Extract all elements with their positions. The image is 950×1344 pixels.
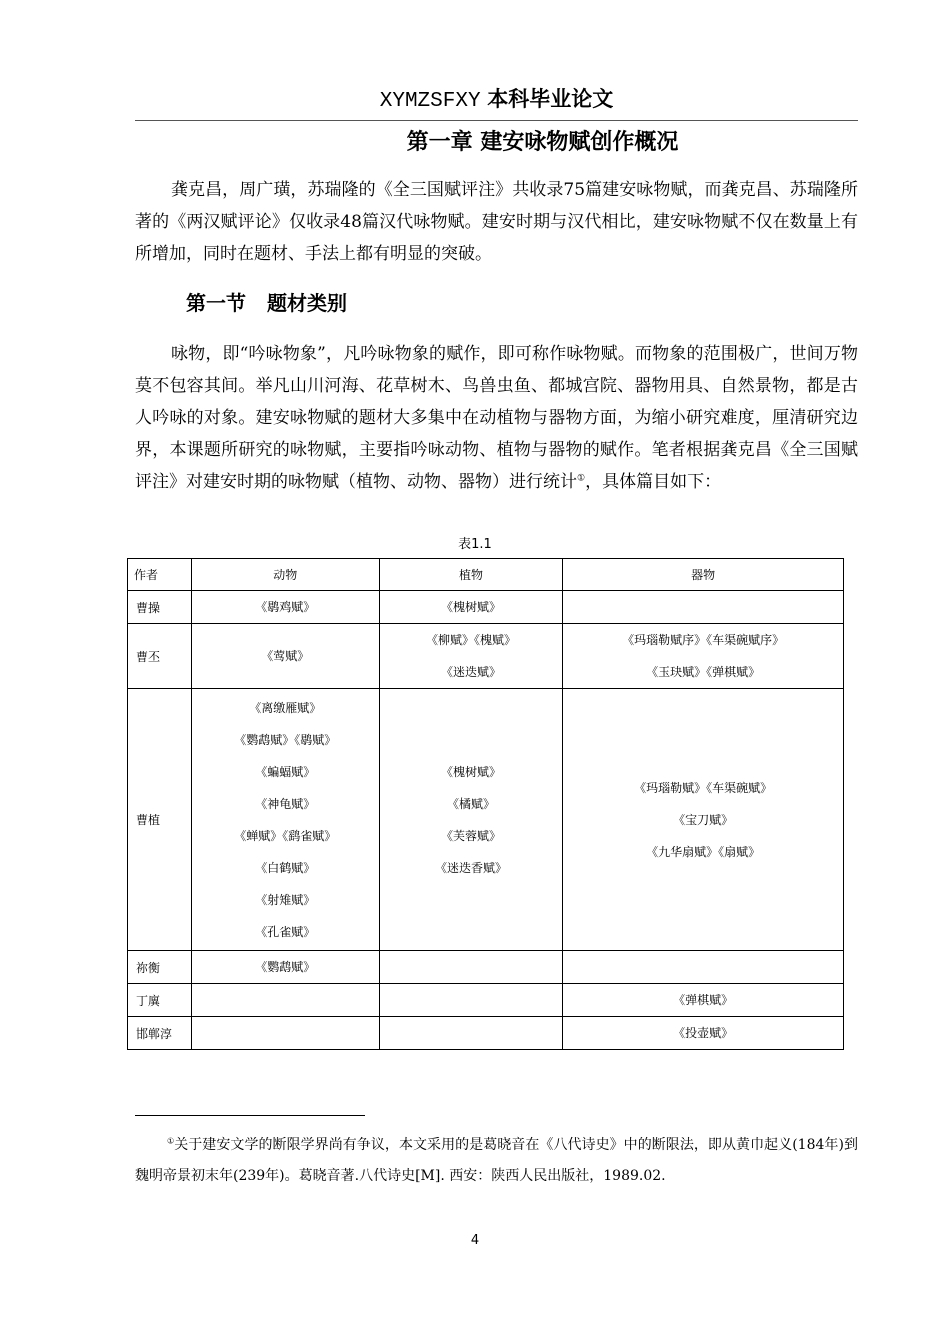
footnote-text: 关于建安文学的断限学界尚有争议，本文采用的是葛晓音在《八代诗史》中的断限法，即从黄巾起义(184年)到魏明帝景初末年(239年)。葛晓音著.八代诗史[M]. 西安：陕西人民出版社，1989.02. — [135, 1137, 858, 1184]
column-header-animals: 动物 — [191, 559, 379, 591]
section-paragraph — [135, 338, 858, 498]
work-title: 《柳赋》《槐赋》 — [425, 633, 516, 647]
objects-cell — [563, 591, 844, 624]
intro-paragraph: 龚克昌，周广璜，苏瑞隆的《全三国赋评注》共收录75篇建安咏物赋，而龚克昌、苏瑞隆所著的《两汉赋评论》仅收录48篇汉代咏物赋。建安时期与汉代相比，建安咏物赋不仅在数量上有所增加，同时在题材、手法上都有明显的突破。 — [135, 180, 858, 264]
page-number: 4 — [470, 1233, 480, 1248]
work-title: 《白鹤赋》 — [255, 860, 316, 875]
section-paragraph-text: 咏物，即“吟咏物象”，凡吟咏物象的赋作，即可称作咏物赋。而物象的范围极广，世间万物莫不包容其间。举凡山川河海、花草树木、鸟兽虫鱼、都城宫院、器物用具、自然景物，都是古人吟咏的对象。建安咏物赋的题材大多集中在动植物与器物方面，为缩小研究难度，厘清研究边界，本课题所研究的咏物赋，主要指吟咏动物、植物与器物的赋作。笔者根据龚克昌《全三国赋评注》对建安时期的咏物赋（植物、动物、器物）进行统计 — [135, 344, 858, 492]
plants-cell — [379, 591, 563, 624]
animals-cell — [191, 624, 379, 689]
column-header-author: 作者 — [128, 559, 192, 591]
animals-cell — [191, 1017, 379, 1050]
plants-cell — [379, 951, 563, 984]
objects-cell — [563, 1017, 844, 1050]
work-title: 《蝉赋》《鹞雀赋》 — [234, 828, 337, 843]
work-title: 《槐树赋》 — [440, 600, 501, 614]
plants-cell — [379, 689, 563, 951]
work-title: 《玛瑙勒赋》《车渠碗赋》 — [634, 780, 773, 795]
work-title: 《九华扇赋》《扇赋》 — [646, 844, 761, 859]
plants-cell — [379, 624, 563, 689]
table-caption: 表1.1 — [458, 537, 492, 552]
work-title: 《离缴雁赋》 — [249, 700, 322, 715]
author-cell: 祢衡 — [128, 951, 192, 984]
objects-cell — [563, 624, 844, 689]
table-row — [128, 951, 844, 984]
table-row — [128, 1017, 844, 1050]
work-title: 《孔雀赋》 — [255, 924, 316, 939]
author-cell: 曹植 — [128, 689, 192, 951]
author-cell: 曹丕 — [128, 624, 192, 689]
work-title: 《蝙蝠赋》 — [255, 764, 316, 779]
footnote-mark: ① — [167, 1136, 175, 1146]
work-title: 《鹦鹉赋》 — [255, 960, 316, 974]
work-title: 《鹖鸡赋》 — [255, 600, 316, 614]
author-cell: 丁廙 — [128, 984, 192, 1017]
work-title: 《鹦鹉赋》《鹖赋》 — [234, 732, 337, 747]
table-row — [128, 591, 844, 624]
works-table — [127, 558, 844, 1050]
work-title: 《玛瑙勒赋序》《车渠碗赋序》 — [622, 633, 785, 647]
animals-cell — [191, 984, 379, 1017]
objects-cell — [563, 951, 844, 984]
objects-cell — [563, 984, 844, 1017]
table-row — [128, 624, 844, 689]
work-title: 《射雉赋》 — [255, 892, 316, 907]
section-paragraph-tail: ，具体篇目如下： — [585, 472, 722, 492]
table-row — [128, 689, 844, 951]
column-header-plants: 植物 — [379, 559, 563, 591]
table-row — [128, 984, 844, 1017]
chapter-title: 第一章 建安咏物赋创作概况 — [406, 130, 679, 155]
work-title: 《迷迭赋》 — [440, 665, 501, 679]
work-title: 《芙蓉赋》 — [440, 828, 501, 843]
author-cell: 邯郸淳 — [128, 1017, 192, 1050]
work-title: 《橘赋》 — [446, 796, 495, 811]
table-header-row — [128, 559, 844, 591]
footnote — [135, 1130, 858, 1192]
work-title: 《槐树赋》 — [440, 764, 501, 779]
work-title: 《神龟赋》 — [255, 796, 316, 811]
header-title: 本科毕业论文 — [487, 87, 614, 111]
work-title: 《弹棋赋》 — [673, 993, 734, 1007]
section-title: 第一节 题材类别 — [186, 291, 347, 315]
plants-cell — [379, 1017, 563, 1050]
work-title: 《玉玦赋》《弹棋赋》 — [646, 665, 761, 679]
column-header-objects: 器物 — [563, 559, 844, 591]
author-cell: 曹操 — [128, 591, 192, 624]
plants-cell — [379, 984, 563, 1017]
header-code: XYMZSFXY — [379, 90, 481, 113]
animals-cell — [191, 951, 379, 984]
animals-cell — [191, 689, 379, 951]
work-title: 《投壶赋》 — [673, 1026, 734, 1040]
work-title: 《宝刀赋》 — [673, 812, 734, 827]
running-header — [135, 84, 858, 121]
animals-cell — [191, 591, 379, 624]
work-title: 《迷迭香赋》 — [434, 860, 507, 875]
footnote-reference[interactable]: ① — [577, 473, 586, 484]
footnote-separator — [135, 1115, 365, 1116]
objects-cell — [563, 689, 844, 951]
work-title: 《莺赋》 — [261, 649, 310, 663]
